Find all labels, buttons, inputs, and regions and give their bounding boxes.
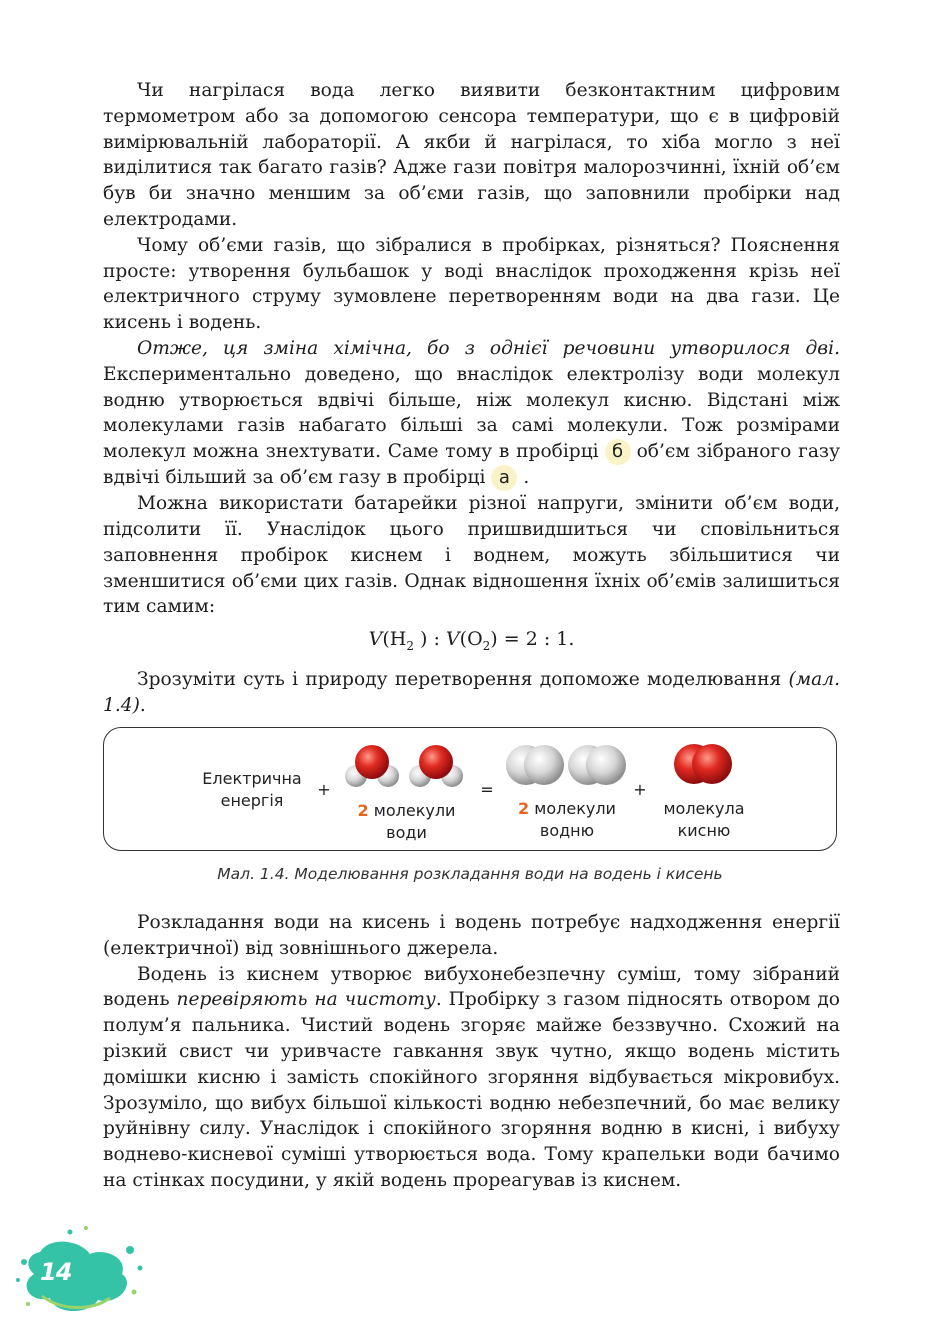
paragraph: Чому об’єми газів, що зібралися в пробірках, різняться? Пояснення просте: утворення бульбашок у воді внаслідок проходження крізь неї електричного струму зумовлене перетворенням води на два гази. Це кисень і водень. <box>103 234 840 334</box>
hydrogen-molecule-2 <box>568 745 626 785</box>
paragraph: Зрозуміти суть і природу перетворення допоможе моделювання (мал. 1.4). <box>103 668 840 716</box>
italic-phrase: перевіряють на чистоту <box>176 989 436 1011</box>
hydrogen-molecule-1 <box>506 745 564 785</box>
hydrogen-label: 2 молекули водню <box>518 799 616 840</box>
figure-reference: (мал. 1.4) <box>103 668 840 716</box>
paragraph: Розкладання води на кисень і водень потребує надходження енергії (електричної) від зовнішнього джерела. <box>103 912 840 959</box>
hydrogen-molecules-icon <box>506 742 628 788</box>
equals-sign: = <box>480 780 494 799</box>
page-number-badge-icon <box>10 1222 150 1322</box>
water-molecule-2 <box>409 745 463 787</box>
water-label: 2 молекули води <box>357 801 456 842</box>
energy-label: Електрична енергія <box>202 769 302 810</box>
figure-caption: Мал. 1.4. Моделювання розкладання води на водень і кисень <box>217 865 723 883</box>
text-section-bottom <box>103 910 840 1194</box>
paragraph: Чи нагрілася вода легко виявити безконтактним цифровим термометром або за допомогою сенсора температури, що є в цифровій вимірювальній лабораторії. А якби й нагрілася, то хіба могло з неї виділитися так багато газів? Адже гази повітря малорозчинні, їхній об’єм був би значно меншим за об’єми газів, що заповнили пробірки над електродами. <box>103 80 840 230</box>
plus-sign: + <box>317 780 331 799</box>
paragraph: Водень із киснем утворює вибухонебезпечну суміш, тому зібраний водень перевіряють на чистоту. Пробірку з газом підносять отвором до полум’я пальника. Чистий водень згоряє майже беззвучно. Схожий на різкий свист чи уривчасте гавкання звук чутно, якщо водень містить домішки кисню і замість спокійного згоряння відбувається мікровибух. Зрозуміло, що вибух більшої кількості водню небезпечний, бо має велику руйнівну силу. Унаслідок і спокійного згоряння водню в кисні, і вибуху воднево-кисневої суміші утворюється вода. Тому крапельки води бачимо на стінках посудини, у якій водень прореагував із киснем. <box>103 963 840 1191</box>
volume-ratio-formula: $V(H_2$ ) : $V(O_2) = 2$ : 1. <box>368 628 575 653</box>
page-number: 14 <box>40 1258 72 1286</box>
paragraph: Можна використати батарейки різної напруги, змінити об’єм води, підсолити її. Унаслідок цього пришвидшиться чи сповільниться заповнення пробірок киснем і воднем, можуть збільшитися чи зменшитися об’єми цих газів. Однак відношення їхніх об’ємів залишиться тим самим: <box>103 493 840 618</box>
water-molecules-icon <box>344 740 469 792</box>
tube-label-a: а <box>491 465 517 491</box>
plus-sign: + <box>633 780 647 799</box>
figure-1-4 <box>103 727 837 851</box>
italic-conclusion: Отже, ця зміна хімічна, бо з однієї речовини утворилося дві. <box>137 337 840 359</box>
oxygen-molecule-icon <box>674 742 734 786</box>
text-section-top <box>103 78 840 719</box>
tube-label-b: б <box>605 439 631 465</box>
oxygen-label: молекула кисню <box>663 799 745 840</box>
paragraph: Отже, ця зміна хімічна, бо з однієї речовини утворилося дві. Експериментально доведено, що внаслідок електролізу води молекул водню утворюється вдвічі більше, ніж молекул кисню. Відстані між молекулами газів набагато більші за самі молекули. Тож розмірами молекул можна знехтувати. Саме тому в пробірці б об’єм зібраного газу вдвічі більший за об’єм газу в пробірці а . <box>103 336 840 491</box>
water-molecule-1 <box>345 745 399 787</box>
